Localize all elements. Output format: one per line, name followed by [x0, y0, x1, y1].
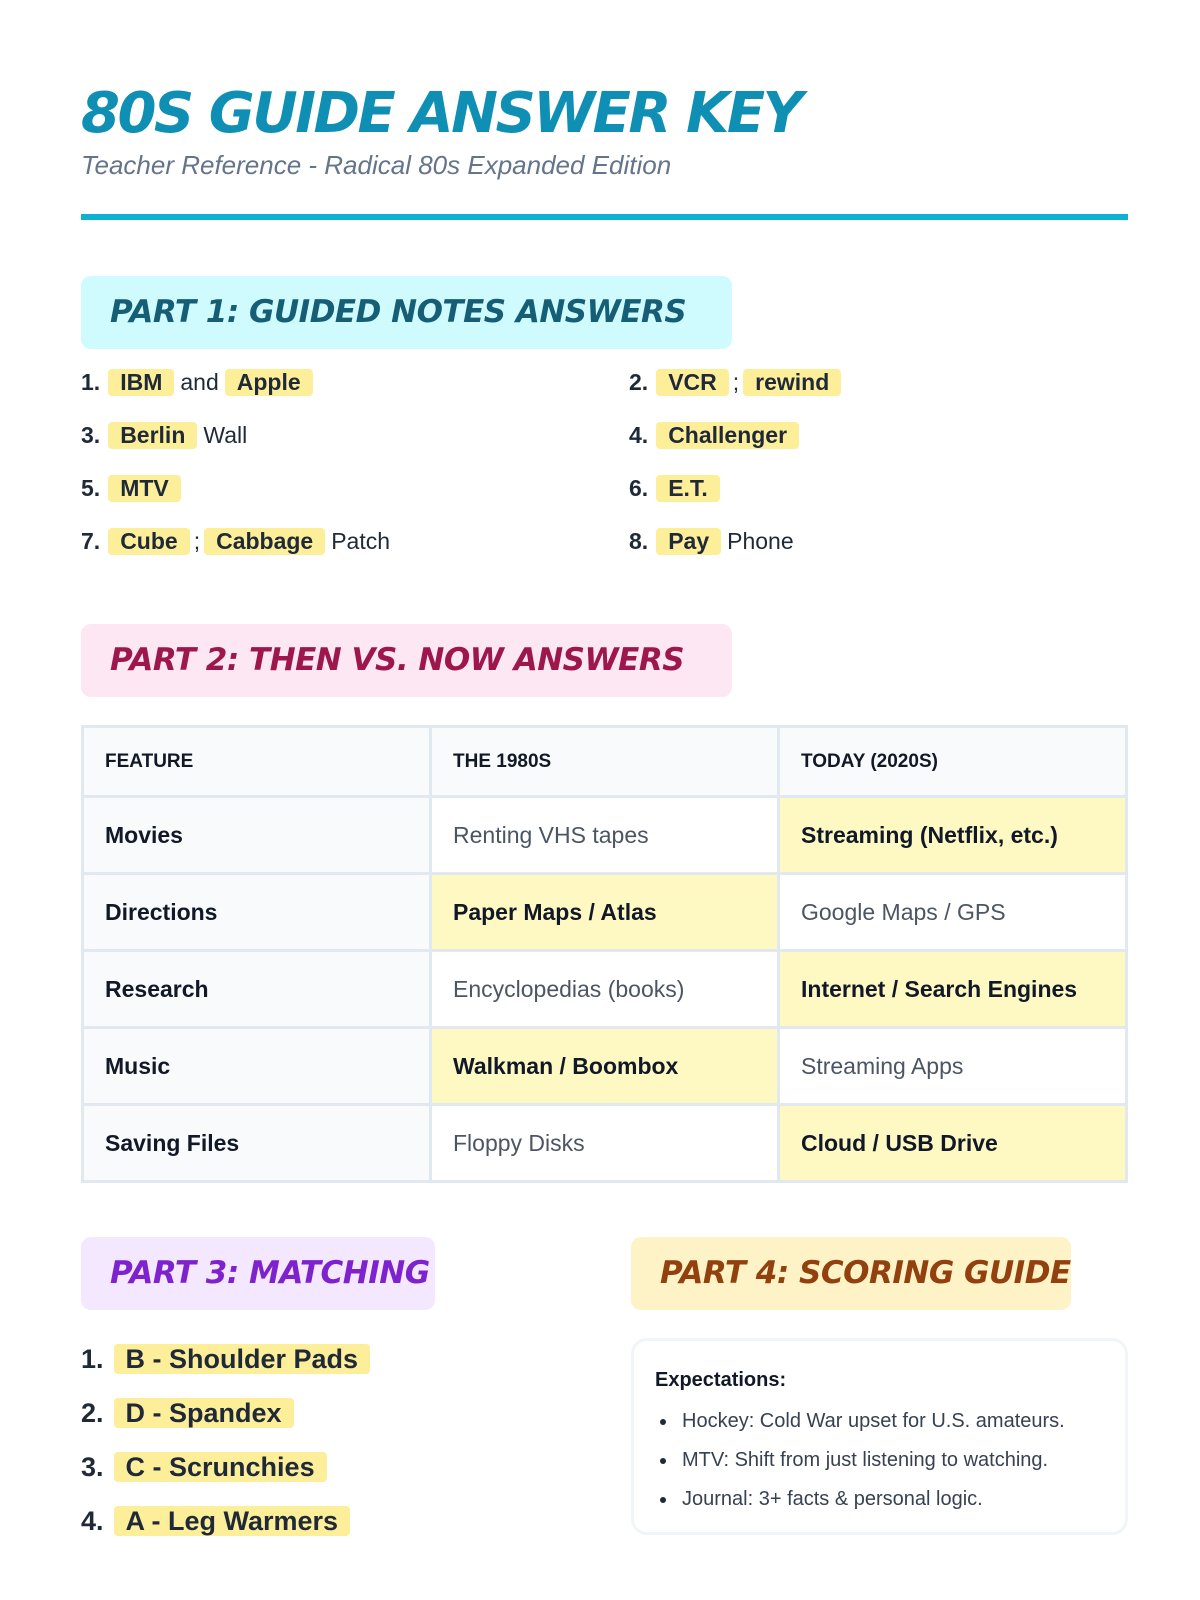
notes-item-7: [81, 526, 396, 556]
table-row: [83, 797, 1127, 874]
list-item: Hockey: Cold War upset for U.S. amateurs.: [655, 1406, 1104, 1445]
trailing-text: Phone: [727, 528, 794, 554]
item-number: 7.: [81, 528, 101, 554]
scoring-guide-box: [631, 1338, 1128, 1535]
answer-highlight: IBM: [108, 369, 174, 396]
answer-highlight: MTV: [108, 475, 181, 502]
connector-text: and: [180, 369, 219, 395]
column-header-1980s: THE 1980S: [431, 727, 779, 797]
answer-highlight: Pay: [656, 528, 721, 555]
feature-cell: Directions: [83, 874, 431, 951]
matching-item-4: [81, 1505, 350, 1537]
table-row: [83, 874, 1127, 951]
feature-cell: Saving Files: [83, 1105, 431, 1182]
answer-highlight: Challenger: [656, 422, 799, 449]
notes-item-5: [81, 473, 181, 503]
item-number: 2.: [81, 1398, 104, 1428]
item-number: 5.: [81, 475, 101, 501]
trailing-text: Wall: [203, 422, 248, 448]
then-cell: Renting VHS tapes: [431, 797, 779, 874]
part3-heading: PART 3: MATCHING: [81, 1237, 435, 1310]
answer-highlight: D - Spandex: [114, 1398, 294, 1428]
notes-item-6: [629, 473, 720, 503]
answer-highlight: VCR: [656, 369, 729, 396]
table-header-row: [83, 727, 1127, 797]
answer-highlight: A - Leg Warmers: [114, 1506, 351, 1536]
item-number: 1.: [81, 1344, 104, 1374]
now-answer-cell: Cloud / USB Drive: [779, 1105, 1127, 1182]
now-answer-cell: Internet / Search Engines: [779, 951, 1127, 1028]
page-title: 80S GUIDE ANSWER KEY: [81, 81, 801, 146]
now-answer-cell: Streaming (Netflix, etc.): [779, 797, 1127, 874]
answer-highlight: C - Scrunchies: [114, 1452, 327, 1482]
list-item: Journal: 3+ facts & personal logic.: [655, 1484, 1104, 1523]
connector-text: ;: [193, 528, 201, 554]
notes-item-8: [629, 526, 800, 556]
part4-heading: PART 4: SCORING GUIDE: [631, 1237, 1071, 1310]
table-row: [83, 1105, 1127, 1182]
answer-highlight: E.T.: [656, 475, 720, 502]
page-subtitle: Teacher Reference - Radical 80s Expanded Edition: [81, 150, 672, 180]
item-number: 2.: [629, 369, 649, 395]
trailing-text: Patch: [331, 528, 391, 554]
connector-text: ;: [732, 369, 740, 395]
now-cell: Streaming Apps: [779, 1028, 1127, 1105]
answer-highlight: Cabbage: [204, 528, 325, 555]
item-number: 4.: [629, 422, 649, 448]
item-number: 1.: [81, 369, 101, 395]
answer-highlight: Cube: [108, 528, 190, 555]
table-row: [83, 951, 1127, 1028]
item-number: 8.: [629, 528, 649, 554]
answer-highlight: Berlin: [108, 422, 197, 449]
list-item: MTV: Shift from just listening to watching.: [655, 1445, 1104, 1484]
item-number: 6.: [629, 475, 649, 501]
then-cell: Encyclopedias (books): [431, 951, 779, 1028]
column-header-today: TODAY (2020S): [779, 727, 1127, 797]
then-cell: Floppy Disks: [431, 1105, 779, 1182]
matching-item-2: [81, 1397, 294, 1429]
notes-item-3: [81, 420, 253, 450]
then-answer-cell: Walkman / Boombox: [431, 1028, 779, 1105]
answer-highlight: rewind: [743, 369, 841, 396]
expectations-label: Expectations:: [655, 1369, 787, 1391]
now-cell: Google Maps / GPS: [779, 874, 1127, 951]
title-divider: [81, 214, 1128, 220]
part1-heading: PART 1: GUIDED NOTES ANSWERS: [81, 276, 732, 349]
answer-highlight: B - Shoulder Pads: [114, 1344, 371, 1374]
matching-item-1: [81, 1343, 370, 1375]
item-number: 3.: [81, 422, 101, 448]
feature-cell: Research: [83, 951, 431, 1028]
feature-cell: Music: [83, 1028, 431, 1105]
notes-item-2: [629, 367, 841, 397]
feature-cell: Movies: [83, 797, 431, 874]
expectations-list: [655, 1406, 1104, 1523]
item-number: 4.: [81, 1506, 104, 1536]
item-number: 3.: [81, 1452, 104, 1482]
notes-item-4: [629, 420, 799, 450]
notes-item-1: [81, 367, 313, 397]
answer-highlight: Apple: [225, 369, 313, 396]
then-vs-now-table: [81, 725, 1128, 1183]
part2-heading: PART 2: THEN VS. NOW ANSWERS: [81, 624, 732, 697]
column-header-feature: FEATURE: [83, 727, 431, 797]
matching-item-3: [81, 1451, 327, 1483]
then-answer-cell: Paper Maps / Atlas: [431, 874, 779, 951]
table-row: [83, 1028, 1127, 1105]
